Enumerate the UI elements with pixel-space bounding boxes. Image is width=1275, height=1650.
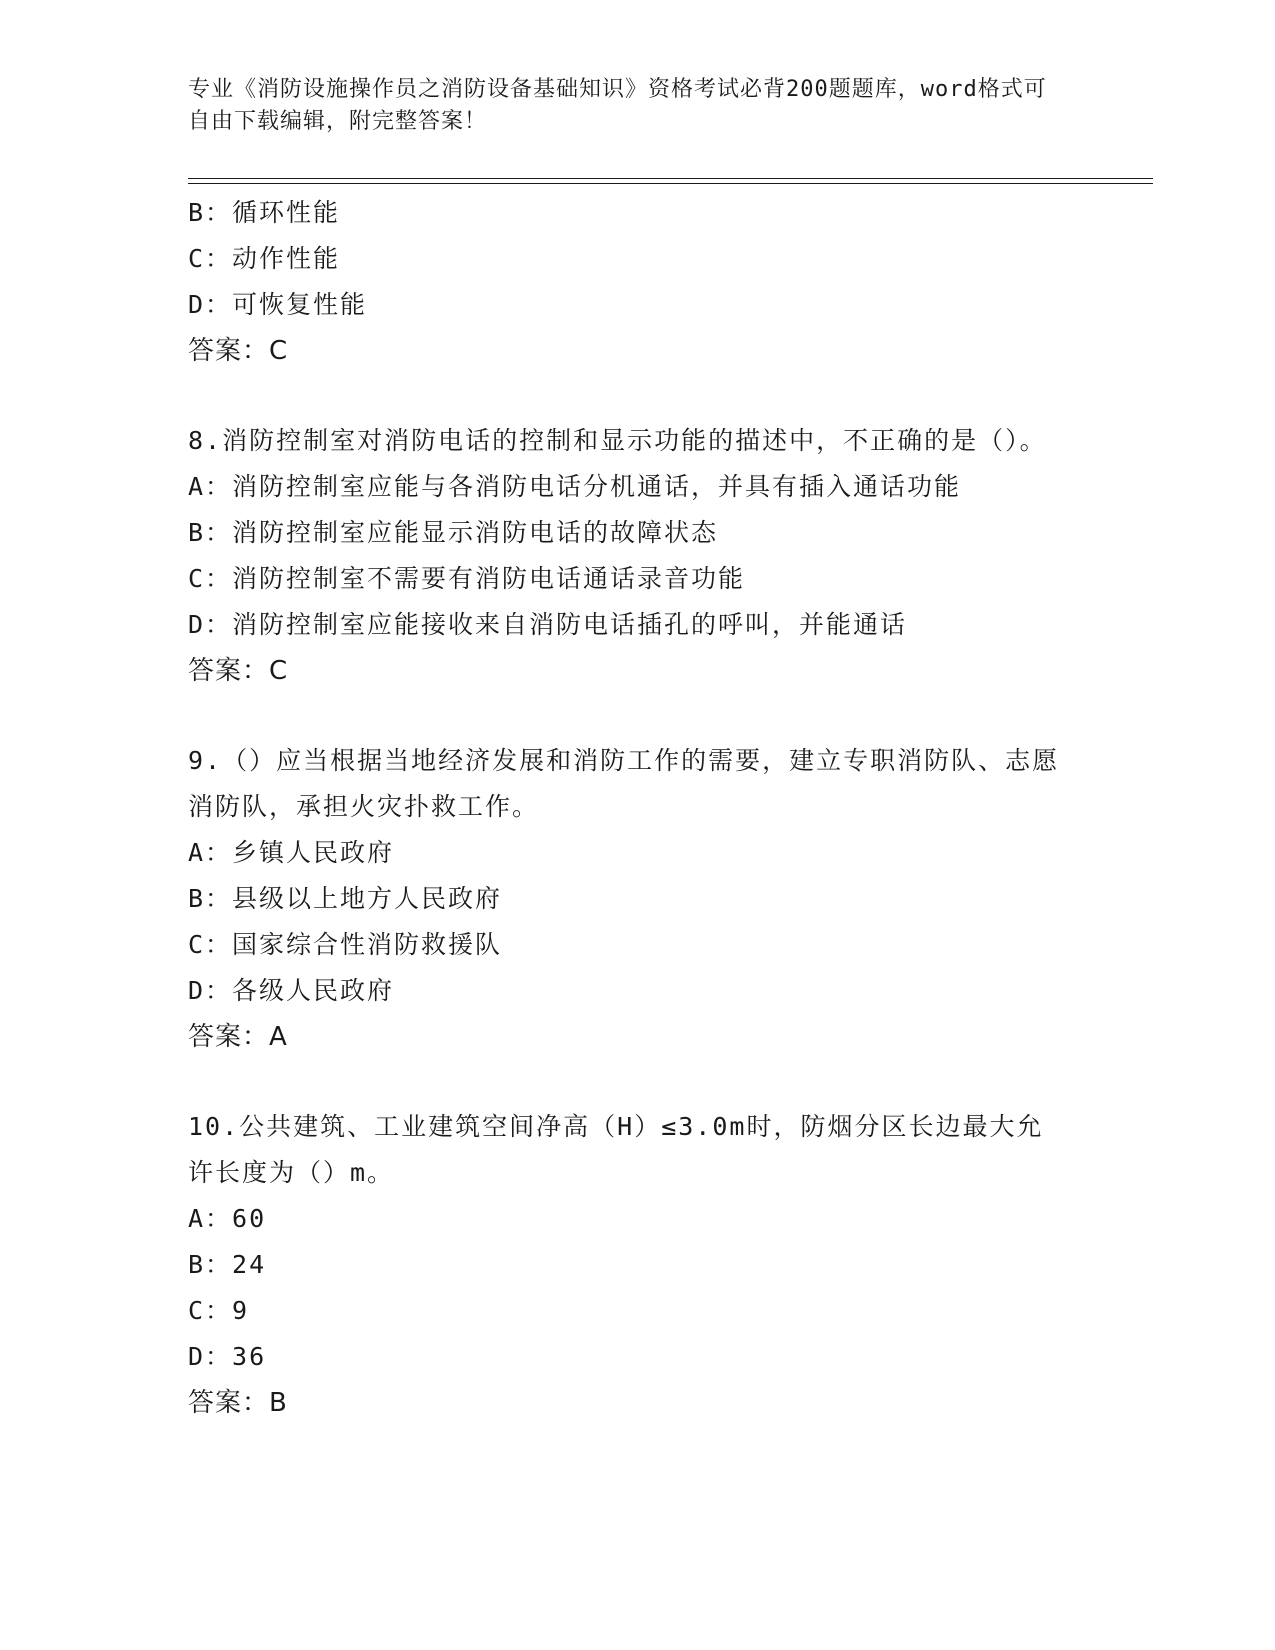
question-stem: 10.公共建筑、工业建筑空间净高（H）≤3.0m时，防烟分区长边最大允许长度为（）m。 [188, 1112, 1044, 1187]
option-b: B：消防控制室应能显示消防电话的故障状态 [188, 518, 719, 547]
option-d: D：可恢复性能 [188, 290, 368, 319]
document-header: 专业《消防设施操作员之消防设备基础知识》资格考试必背200题题库，word格式可自由下载编辑，附完整答案！ [188, 77, 1047, 134]
option-b: B：循环性能 [188, 198, 341, 227]
question-9 [188, 738, 1088, 1060]
option-d: D：36 [188, 1342, 267, 1371]
option-a: A：乡镇人民政府 [188, 838, 395, 867]
option-a: A：消防控制室应能与各消防电话分机通话，并具有插入通话功能 [188, 472, 962, 501]
header-rule-top [188, 178, 1153, 179]
option-c: C：9 [188, 1296, 250, 1325]
question-stem: 9.（）应当根据当地经济发展和消防工作的需要，建立专职消防队、志愿消防队，承担火灾扑救工作。 [188, 746, 1060, 821]
question-7 [188, 190, 1088, 374]
question-list [188, 190, 1088, 1426]
answer: 答案：A [188, 1022, 288, 1052]
question-10 [188, 1104, 1088, 1426]
option-b: B：县级以上地方人民政府 [188, 884, 503, 913]
option-c: C：国家综合性消防救援队 [188, 930, 503, 959]
question-stem: 8.消防控制室对消防电话的控制和显示功能的描述中，不正确的是（）。 [188, 426, 1047, 455]
option-b: B：24 [188, 1250, 267, 1279]
option-d: D：消防控制室应能接收来自消防电话插孔的呼叫，并能通话 [188, 610, 908, 639]
option-c: C：消防控制室不需要有消防电话通话录音功能 [188, 564, 746, 593]
option-d: D：各级人民政府 [188, 976, 395, 1005]
answer: 答案：C [188, 336, 289, 366]
answer: 答案：C [188, 656, 289, 686]
header-rule-bottom [188, 183, 1153, 184]
option-c: C：动作性能 [188, 244, 341, 273]
answer: 答案：B [188, 1388, 288, 1418]
question-8 [188, 418, 1088, 694]
option-a: A：60 [188, 1204, 267, 1233]
